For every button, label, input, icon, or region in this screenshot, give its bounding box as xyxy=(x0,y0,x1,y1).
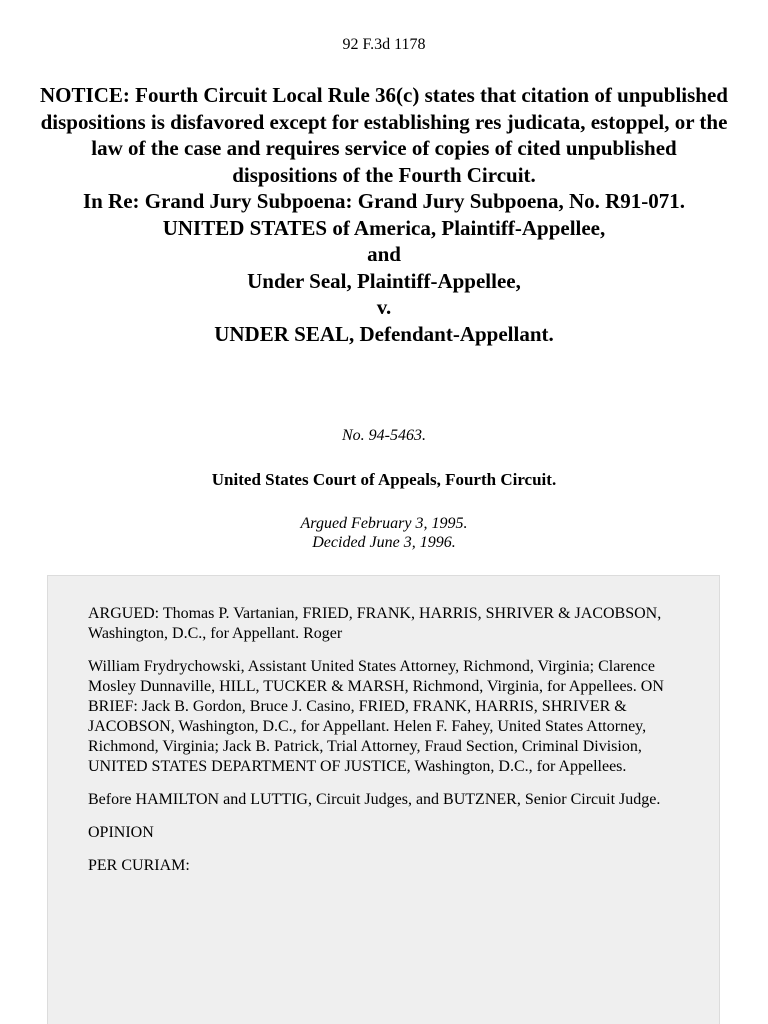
per-curiam-label: PER CURIAM: xyxy=(88,857,190,874)
citation: 92 F.3d 1178 xyxy=(342,36,426,53)
opinion-body xyxy=(88,604,688,889)
decided-date: Decided June 3, 1996. xyxy=(312,534,456,551)
party-plaintiff-1: UNITED STATES of America, Plaintiff-Appellee, xyxy=(162,215,606,240)
conjunction-and: and xyxy=(367,242,401,266)
panel-judges: Before HAMILTON and LUTTIG, Circuit Judges, and BUTZNER, Senior Circuit Judge. xyxy=(88,791,661,808)
argued-date: Argued February 3, 1995. xyxy=(300,515,468,532)
party-plaintiff-2: Under Seal, Plaintiff-Appellee, xyxy=(247,268,521,293)
court-name: United States Court of Appeals, Fourth Circuit. xyxy=(211,470,557,489)
docket-number: No. 94-5463. xyxy=(342,427,426,444)
case-title: In Re: Grand Jury Subpoena: Grand Jury Subpoena, No. R91-071. xyxy=(82,189,686,213)
case-header xyxy=(40,82,728,347)
counsel-argued: ARGUED: Thomas P. Vartanian, FRIED, FRANK, HARRIS, SHRIVER & JACOBSON, Washington, D.C., for Appellant. Roger xyxy=(88,605,662,642)
versus: v. xyxy=(376,295,392,319)
opinion-label: OPINION xyxy=(88,824,154,841)
notice-text: NOTICE: Fourth Circuit Local Rule 36(c) states that citation of unpublished dispositions is disfavored except for establishing res judicata, estoppel, or the law of the case and requires service of copies of cited unpublished dispositions of the Fourth Circuit. xyxy=(40,83,728,187)
case-dates xyxy=(0,514,768,552)
counsel-continued: William Frydrychowski, Assistant United States Attorney, Richmond, Virginia; Clarence Mosley Dunnaville, HILL, TUCKER & MARSH, Richmond, Virginia, for Appellees. ON BRIEF: Jack B. Gordon, Bruce J. Casino, FRIED, FRANK, HARRIS, SHRIVER & JACOBSON, Washington, D.C., for Appellant. Helen F. Fahey, United States Attorney, Richmond, Virginia; Jack B. Patrick, Trial Attorney, Fraud Section, Criminal Division, UNITED STATES DEPARTMENT OF JUSTICE, Washington, D.C., for Appellees. xyxy=(88,658,664,775)
party-defendant: UNDER SEAL, Defendant-Appellant. xyxy=(214,321,554,346)
